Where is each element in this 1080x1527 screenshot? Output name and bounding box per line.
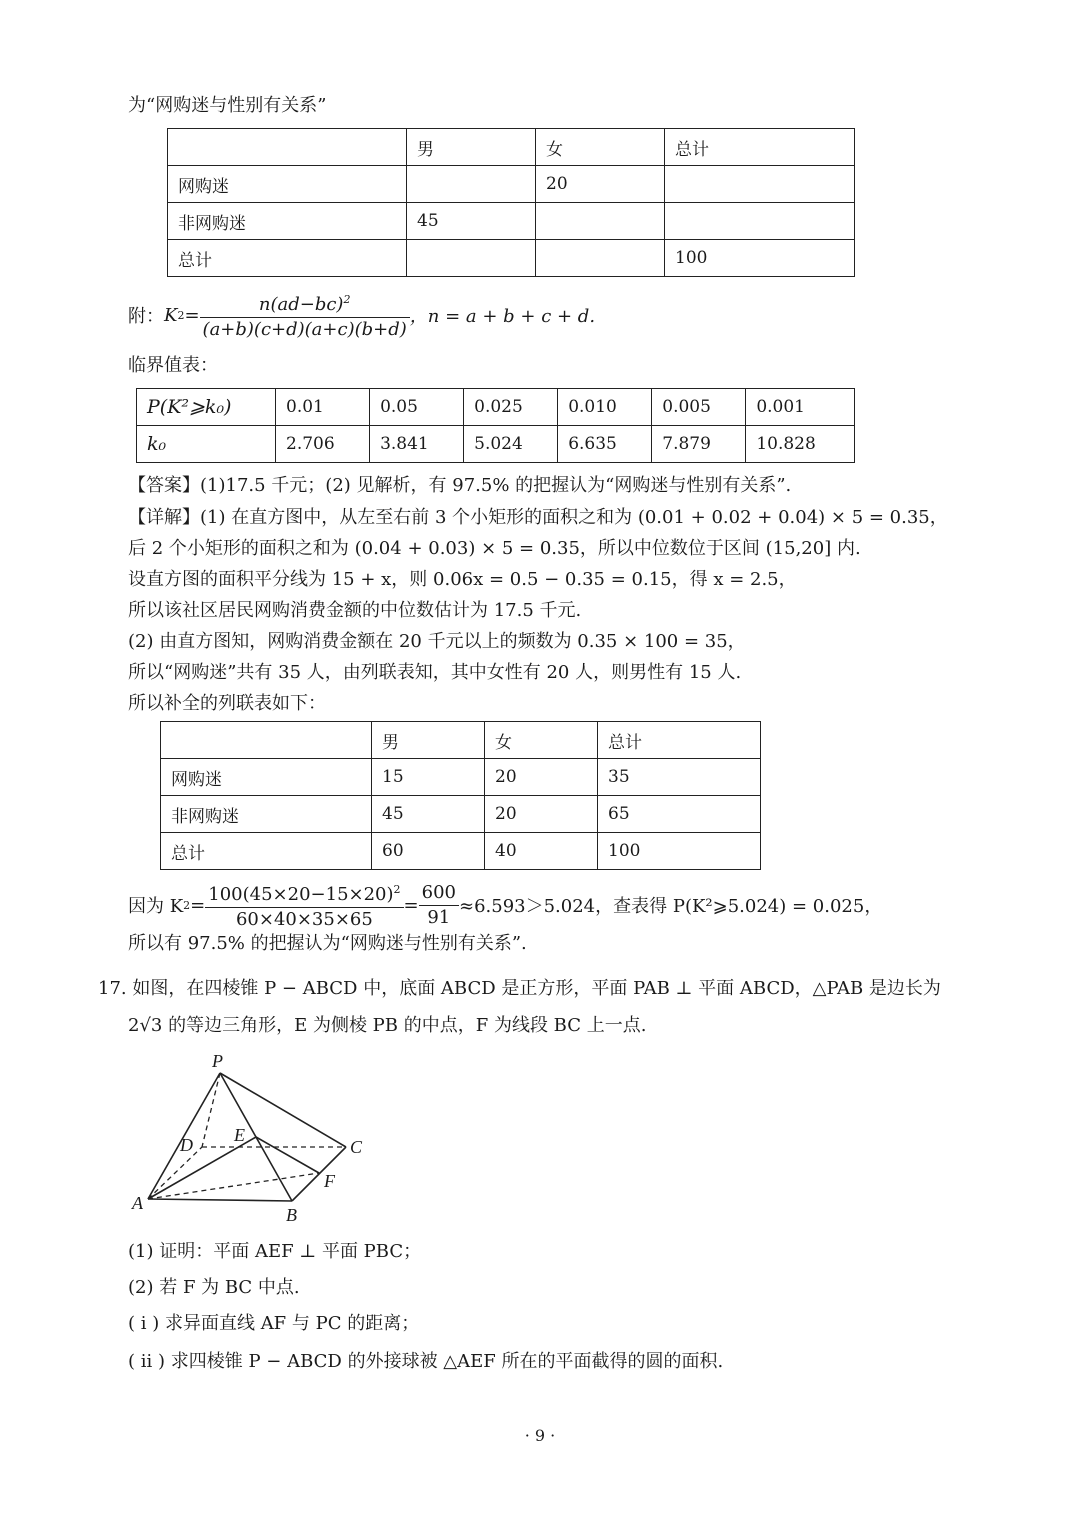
table-cell: 0.001 [746,389,855,426]
detail-line: 所以该社区居民网购消费金额的中位数估计为 17.5 千元. [128,600,582,621]
formula-fraction: $\frac{n(ad-bc)^2}{(a+b)(c+d)(a+c)(b+d)}$ [200,288,410,342]
table-cell: 女 [536,129,665,166]
table-cell [407,166,536,203]
calc-fraction-2 [419,881,459,930]
detail-line: (2) 由直方图知，网购消费金额在 20 千元以上的频数为 0.35 × 100 = 35， [128,631,746,652]
table-cell [665,203,855,240]
table-row [168,129,855,166]
table-cell: 总计 [598,722,761,759]
calc-fraction-2-denominator: 91 [427,906,451,928]
problem-part: ( ii ) 求四棱锥 P − ABCD 的外接球被 △AEF 所在的平面截得的圆的面积. [128,1351,724,1372]
detail-line: 所以“网购迷”共有 35 人，由列联表知，其中女性有 20 人，则男性有 15 人. [128,662,742,683]
table-cell: P(K²⩾k₀) [137,389,276,426]
table-cell: 总计 [168,240,407,277]
table-cell: 总计 [665,129,855,166]
formula-prefix: 附： [128,306,164,327]
calc-fraction-2-numerator: 600 [419,881,459,906]
table-row [168,166,855,203]
formula-lhs: K [164,304,178,326]
table-cell: 0.005 [652,389,746,426]
label-b: B [286,1205,297,1225]
problem-17-line1: 17. 如图，在四棱锥 P − ABCD 中，底面 ABCD 是正方形，平面 PAB ⊥ 平面 ABCD，△PAB 是边长为 [98,978,941,999]
calc-eq2: = [403,894,419,916]
problem-part: (2) 若 F 为 BC 中点. [128,1277,300,1298]
table-cell: 45 [372,796,485,833]
table-row [161,796,761,833]
table-cell: k₀ [137,426,276,463]
calc-eq: = [190,894,206,916]
table-cell: 65 [598,796,761,833]
table-row [137,389,855,426]
table-cell: 5.024 [464,426,558,463]
formula-denominator: (a+b)(c+d)(a+c)(b+d) [202,319,407,340]
table-cell: 非网购迷 [168,203,407,240]
edge-pd [202,1073,220,1147]
table-cell: 2.706 [276,426,370,463]
table-cell: 0.025 [464,389,558,426]
label-a: A [132,1193,143,1213]
table-cell [536,203,665,240]
pyramid-figure [120,1045,380,1225]
formula-suffix: ，n = a + b + c + d. [409,306,596,327]
table-cell: 0.01 [276,389,370,426]
critical-value-table [136,388,855,463]
table-cell: 0.010 [558,389,652,426]
problem-17-line2: 2√3 的等边三角形，E 为侧棱 PB 的中点，F 为线段 BC 上一点. [128,1015,647,1036]
table-cell: 100 [665,240,855,277]
table-cell: 20 [536,166,665,203]
table-cell: 网购迷 [161,759,372,796]
k2-calculation: 因为 K 2 = $\frac{100(45\times 20-15\times 20)^2}{60\times 40\times 35\times 65}$ = $\frac{600}{91}$ ≈6.593＞5.024，查表得 P(K²⩾5.024) = 0.025， [128,878,882,932]
table-row [137,426,855,463]
contingency-table-blank [167,128,855,277]
table-cell: 女 [485,722,598,759]
calc-fraction: $\frac{100(45\times 20-15\times 20)^2}{60\times 40\times 35\times 65}$ [205,878,403,932]
label-d: D [180,1135,193,1155]
page-number: · 9 · [524,1426,556,1445]
table-row [161,759,761,796]
edge-af [148,1173,319,1199]
table-cell: 40 [485,833,598,870]
calc-suffix: ≈6.593＞5.024，查表得 P(K²⩾5.024) = 0.025， [458,896,883,917]
table-cell [161,722,372,759]
table-cell: 非网购迷 [161,796,372,833]
calc-denominator: 60×40×35×65 [235,909,373,930]
table-cell: 0.05 [370,389,464,426]
table-cell: 60 [372,833,485,870]
critical-table-title: 临界值表： [128,355,218,376]
conclusion-line: 所以有 97.5% 的把握认为“网购迷与性别有关系”. [128,933,527,954]
table-cell: 男 [372,722,485,759]
table-row [168,203,855,240]
table-cell [168,129,407,166]
formula-eq: = [184,304,200,326]
edge-bc [292,1147,346,1201]
k2-formula: 附： K 2 = $\frac{n(ad-bc)^2}{(a+b)(c+d)(a+c)(b+d)}$ ，n = a + b + c + d. [128,288,595,342]
edge-ab [148,1199,292,1201]
detail-line: 所以补全的列联表如下： [128,693,326,714]
contingency-table-complete [160,721,761,870]
table-row [161,722,761,759]
label-e: E [234,1125,245,1145]
label-f: F [324,1171,335,1191]
table-cell: 3.841 [370,426,464,463]
table-row [168,240,855,277]
detail-line: 设直方图的面积平分线为 15 + x，则 0.06x = 0.5 − 0.35 = 0.15，得 x = 2.5， [128,569,797,590]
table-cell: 100 [598,833,761,870]
table-cell: 45 [407,203,536,240]
table-cell [536,240,665,277]
table-cell: 网购迷 [168,166,407,203]
intro-line: 为“网购迷与性别有关系” [128,95,327,116]
table-cell [665,166,855,203]
table-cell: 20 [485,796,598,833]
calc-prefix: 因为 K [128,896,184,917]
problem-part: ( i ) 求异面直线 AF 与 PC 的距离； [128,1313,420,1334]
formula-numerator: n(ad−bc) [258,294,344,315]
table-cell [407,240,536,277]
detail-line: 【详解】(1) 在直方图中，从左至右前 3 个小矩形的面积之和为 (0.01 + 0.02 + 0.04) × 5 = 0.35， [128,507,948,528]
table-cell: 10.828 [746,426,855,463]
problem-part: (1) 证明：平面 AEF ⊥ 平面 PBC； [128,1241,422,1262]
calc-numerator: 100(45×20−15×20) [208,884,394,905]
detail-line: 后 2 个小矩形的面积之和为 (0.04 + 0.03) × 5 = 0.35，所以中位数位于区间 (15,20] 内. [128,538,861,559]
label-c: C [350,1137,363,1157]
label-p: P [212,1051,223,1071]
table-row [161,833,761,870]
answer-line: 【答案】(1)17.5 千元；(2) 见解析，有 97.5% 的把握认为“网购迷与性别有关系”. [128,475,792,496]
table-cell: 7.879 [652,426,746,463]
table-cell: 总计 [161,833,372,870]
table-cell: 6.635 [558,426,652,463]
table-cell: 男 [407,129,536,166]
table-cell: 15 [372,759,485,796]
table-cell: 20 [485,759,598,796]
table-cell: 35 [598,759,761,796]
